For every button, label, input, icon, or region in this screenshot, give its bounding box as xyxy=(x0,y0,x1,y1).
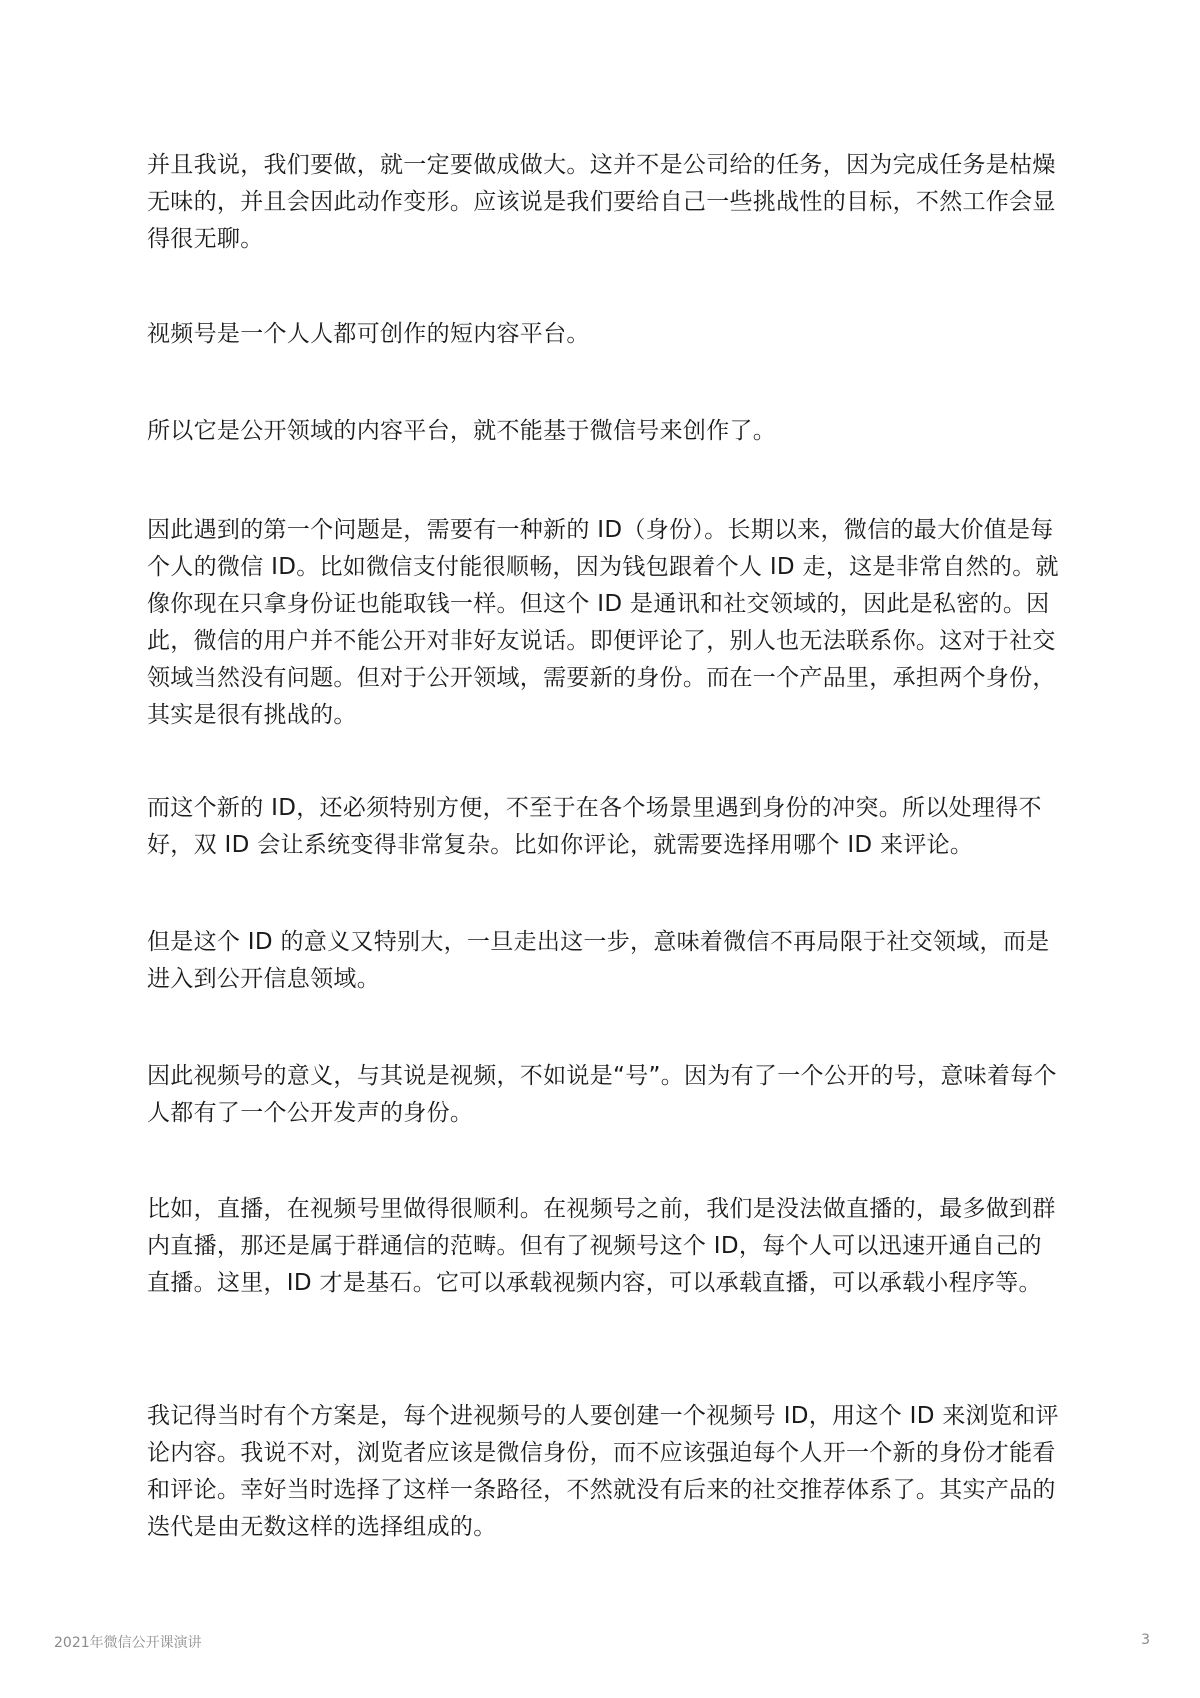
paragraph: 但是这个 ID 的意义又特别大，一旦走出这一步，意味着微信不再局限于社交领域，而是进入到公开信息领域。 xyxy=(147,929,1050,992)
page-number: 3 xyxy=(1141,1632,1150,1648)
paragraph: 所以它是公开领域的内容平台，就不能基于微信号来创作了。 xyxy=(147,418,777,444)
paragraph: 视频号是一个人人都可创作的短内容平台。 xyxy=(147,321,590,347)
footer-title: 2021年微信公开课演讲 xyxy=(54,1635,202,1651)
paragraph: 而这个新的 ID，还必须特别方便，不至于在各个场景里遇到身份的冲突。所以处理得不好，双 ID 会让系统变得非常复杂。比如你评论，就需要选择用哪个 ID 来评论。 xyxy=(147,795,1042,858)
paragraph: 因此遇到的第一个问题是，需要有一种新的 ID（身份）。长期以来，微信的最大价值是每个人的微信 ID。比如微信支付能很顺畅，因为钱包跟着个人 ID 走，这是非常自然的。就像你现在只拿身份证也能取钱一样。但这个 ID 是通讯和社交领域的，因此是私密的。因此，微信的用户并不能公开对非好友说话。即便评论了，别人也无法联系你。这对于社交领域当然没有问题。但对于公开领域，需要新的身份。而在一个产品里，承担两个身份，其实是很有挑战的。 xyxy=(147,517,1059,728)
paragraph: 并且我说，我们要做，就一定要做成做大。这并不是公司给的任务，因为完成任务是枯燥无味的，并且会因此动作变形。应该说是我们要给自己一些挑战性的目标，不然工作会显得很无聊。 xyxy=(147,152,1056,252)
paragraph: 我记得当时有个方案是，每个进视频号的人要创建一个视频号 ID，用这个 ID 来浏览和评论内容。我说不对，浏览者应该是微信身份，而不应该强迫每个人开一个新的身份才能看和评论。幸好当时选择了这样一条路径，不然就没有后来的社交推荐体系了。其实产品的迭代是由无数这样的选择组成的。 xyxy=(147,1403,1059,1540)
paragraph: 因此视频号的意义，与其说是视频，不如说是“号”。因为有了一个公开的号，意味着每个人都有了一个公开发声的身份。 xyxy=(147,1063,1057,1126)
paragraph: 比如，直播，在视频号里做得很顺利。在视频号之前，我们是没法做直播的，最多做到群内直播，那还是属于群通信的范畴。但有了视频号这个 ID，每个人可以迅速开通自己的直播。这里，ID 才是基石。它可以承载视频内容，可以承载直播，可以承载小程序等。 xyxy=(147,1196,1056,1296)
